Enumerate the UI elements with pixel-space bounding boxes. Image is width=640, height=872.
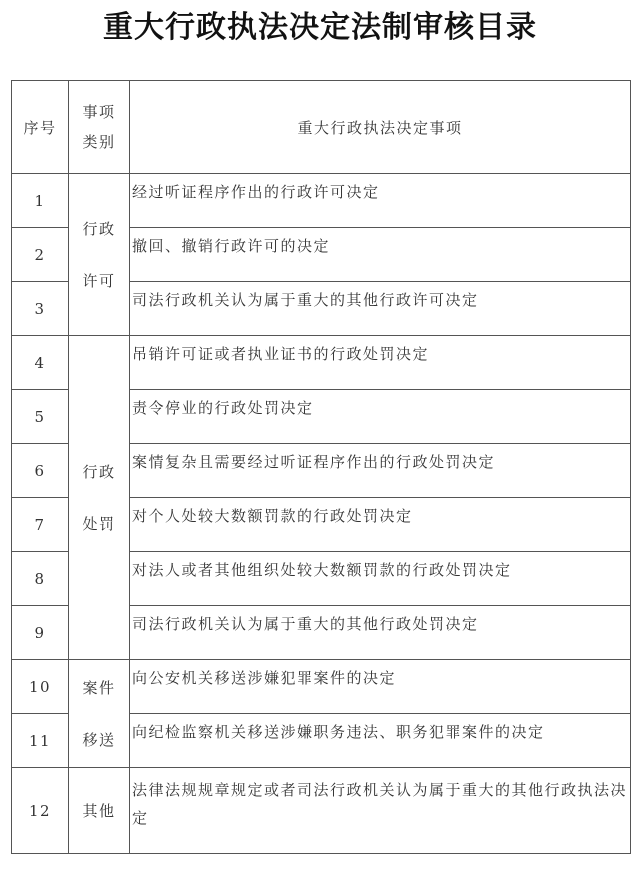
category-line1: 行政 (82, 462, 116, 481)
row-item: 案情复杂且需要经过听证程序作出的行政处罚决定 (130, 444, 631, 498)
row-seq: 6 (12, 444, 69, 498)
row-seq: 5 (12, 390, 69, 444)
category-line1: 行政 (82, 219, 116, 238)
row-item: 责令停业的行政处罚决定 (130, 390, 631, 444)
row-item: 司法行政机关认为属于重大的其他行政处罚决定 (130, 606, 631, 660)
row-item: 撤回、撤销行政许可的决定 (130, 228, 631, 282)
table-row (12, 660, 631, 714)
table-row (12, 336, 631, 390)
row-seq: 3 (12, 282, 69, 336)
table-row (12, 768, 631, 854)
category-licensing (69, 174, 130, 336)
category-line2: 移送 (82, 730, 116, 749)
header-seq: 序号 (12, 81, 69, 174)
header-item: 重大行政执法决定事项 (130, 81, 631, 174)
row-seq: 8 (12, 552, 69, 606)
category-transfer (69, 660, 130, 768)
header-category (69, 81, 130, 174)
table-header-row (12, 81, 631, 174)
category-line2: 处罚 (82, 514, 116, 533)
page-title: 重大行政执法决定法制审核目录 (103, 10, 537, 45)
row-seq: 7 (12, 498, 69, 552)
row-item: 吊销许可证或者执业证书的行政处罚决定 (130, 336, 631, 390)
row-item: 向纪检监察机关移送涉嫌职务违法、职务犯罪案件的决定 (130, 714, 631, 768)
row-seq: 12 (12, 768, 69, 854)
row-item: 对个人处较大数额罚款的行政处罚决定 (130, 498, 631, 552)
row-seq: 9 (12, 606, 69, 660)
row-seq: 11 (12, 714, 69, 768)
review-catalog-table (11, 80, 631, 854)
category-penalty (69, 336, 130, 660)
header-category-line2: 类别 (82, 133, 116, 151)
row-item: 经过听证程序作出的行政许可决定 (130, 174, 631, 228)
table-row (12, 174, 631, 228)
row-seq: 10 (12, 660, 69, 714)
row-item: 对法人或者其他组织处较大数额罚款的行政处罚决定 (130, 552, 631, 606)
row-seq: 4 (12, 336, 69, 390)
header-category-line1: 事项 (82, 103, 116, 121)
category-line1: 案件 (82, 678, 116, 697)
row-item: 司法行政机关认为属于重大的其他行政许可决定 (130, 282, 631, 336)
row-seq: 2 (12, 228, 69, 282)
category-line2: 许可 (82, 271, 116, 290)
row-seq: 1 (12, 174, 69, 228)
category-other: 其他 (69, 768, 130, 854)
row-item: 法律法规规章规定或者司法行政机关认为属于重大的其他行政执法决定 (130, 768, 631, 854)
row-item: 向公安机关移送涉嫌犯罪案件的决定 (130, 660, 631, 714)
